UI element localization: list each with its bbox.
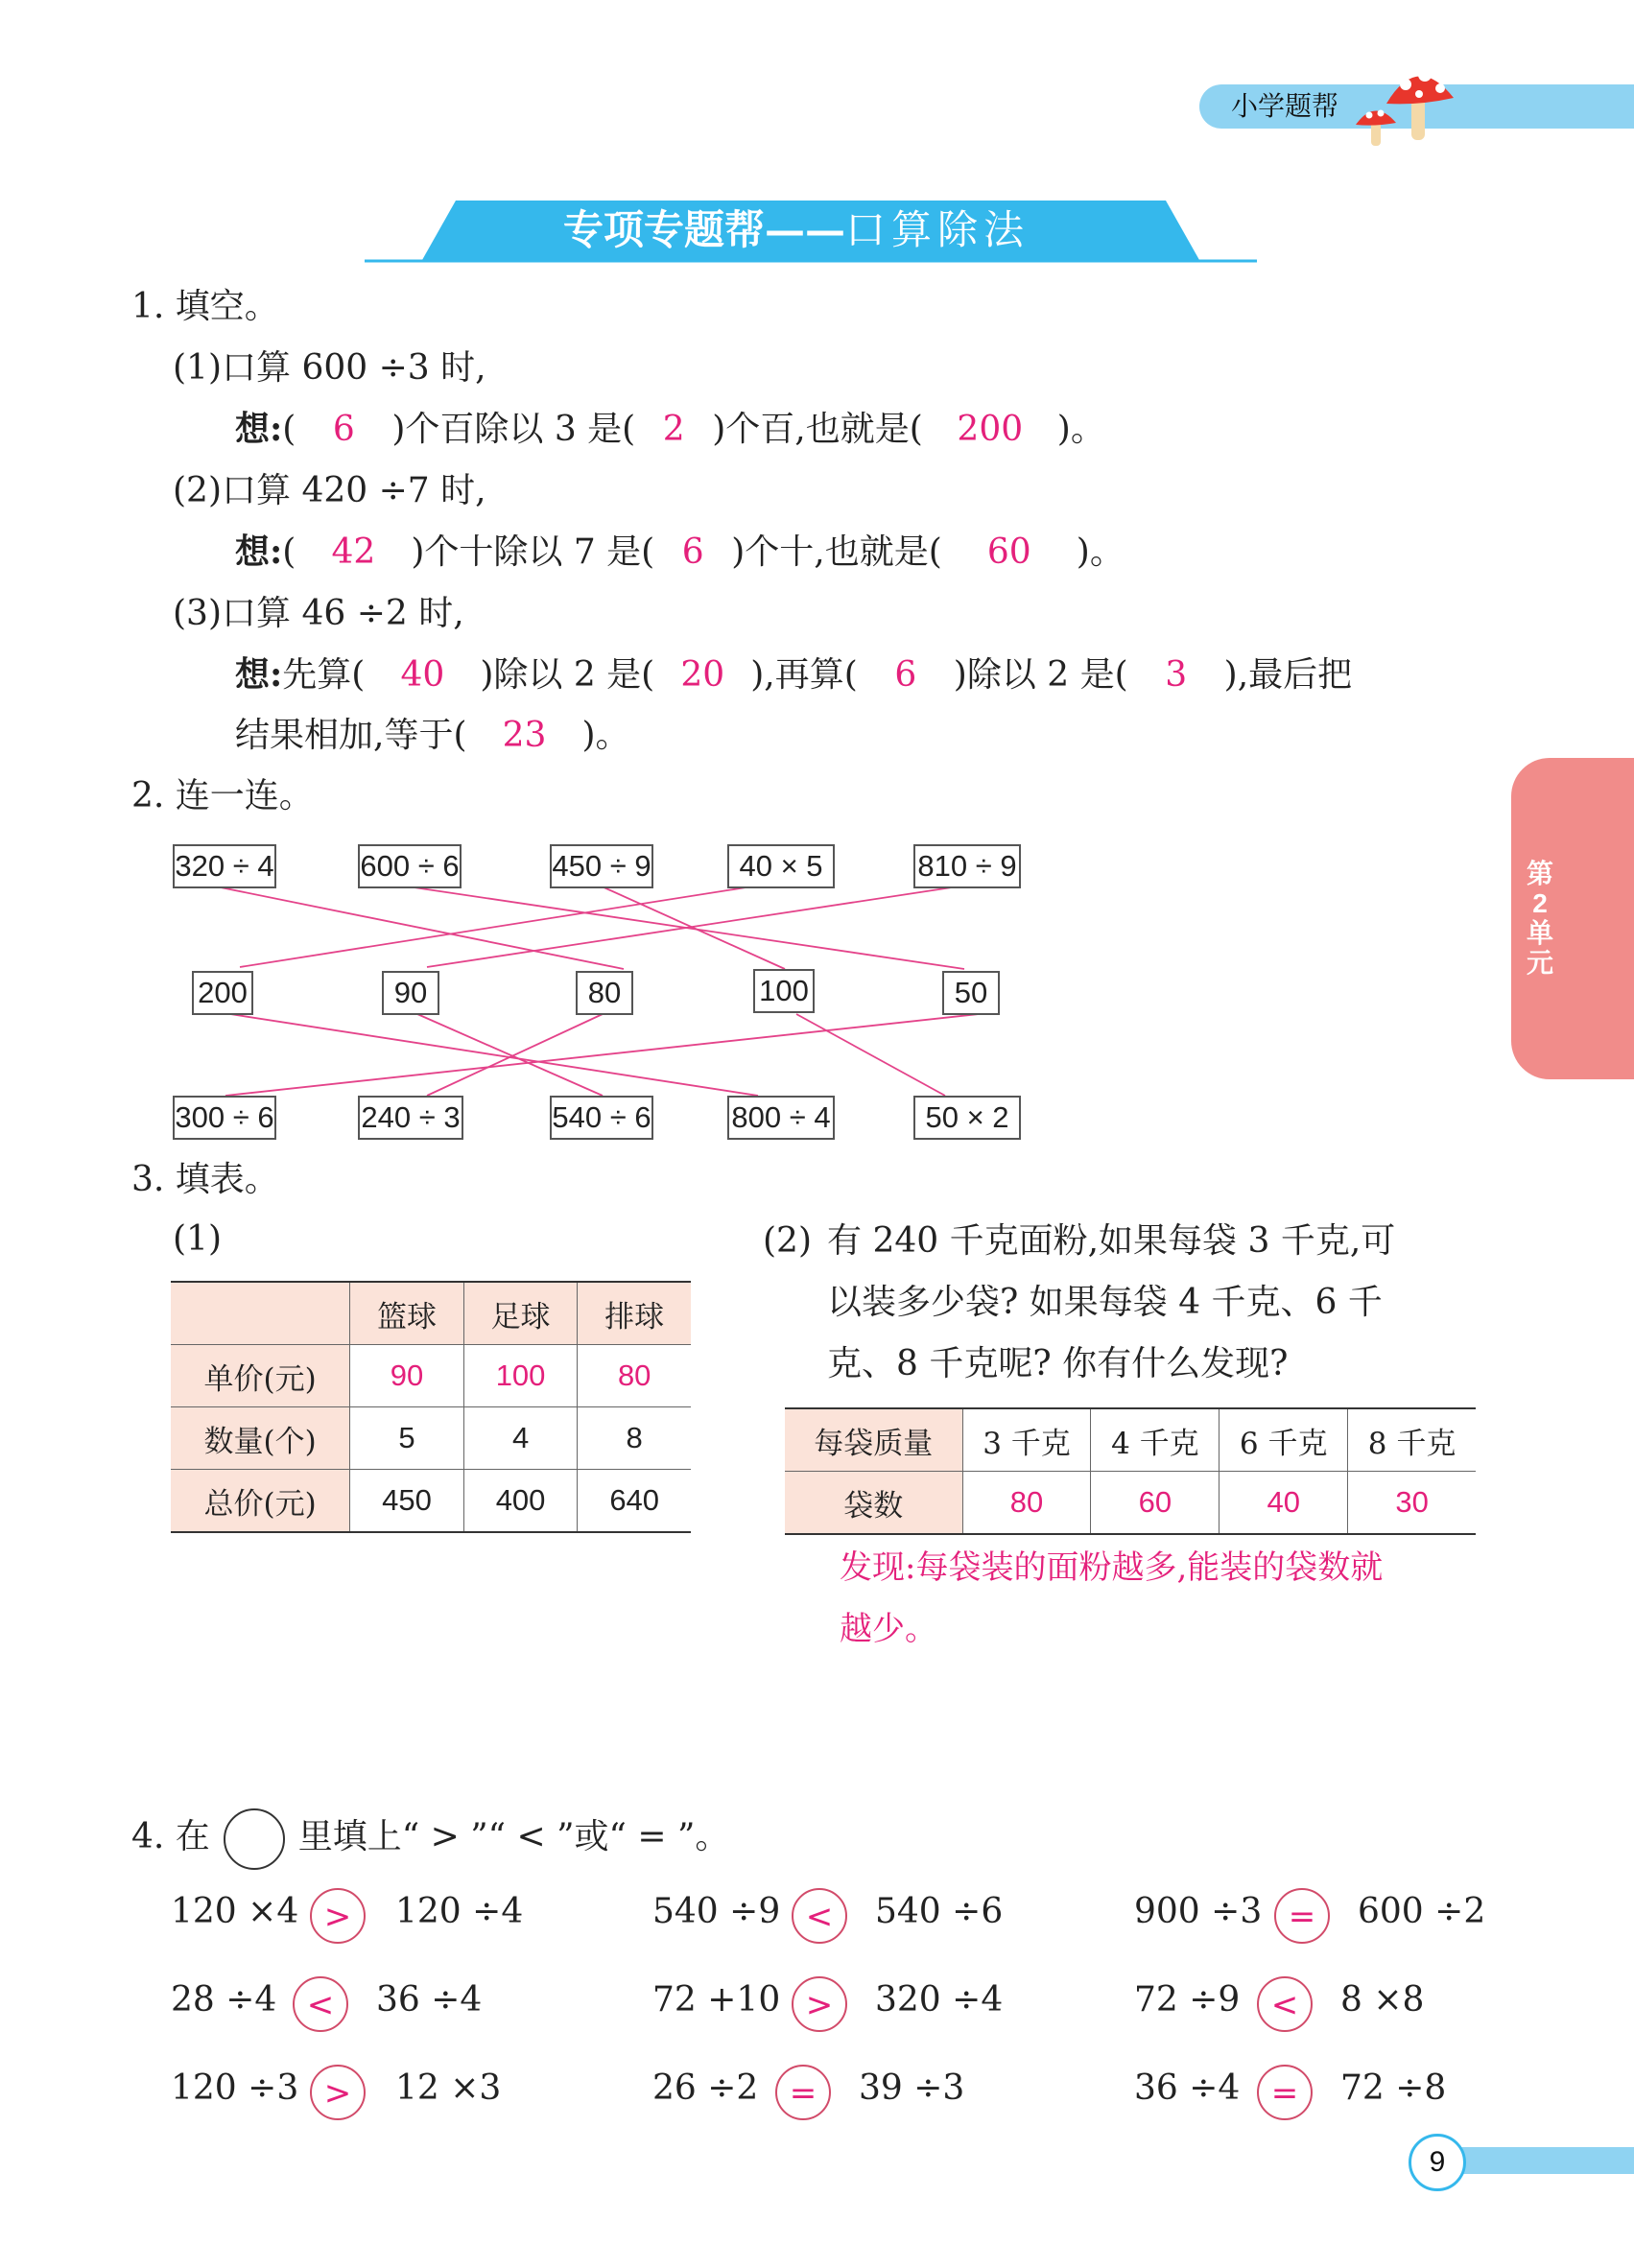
top-expr-box: 40 × 5 xyxy=(727,844,835,888)
mid-value-box: 200 xyxy=(192,971,253,1015)
table-cell: 90 xyxy=(350,1345,464,1407)
bottom-expr-box: 50 × 2 xyxy=(913,1096,1021,1140)
compare-right: 72 ÷8 xyxy=(1340,2068,1447,2108)
compare-left: 28 ÷4 xyxy=(171,1980,277,2020)
compare-left: 36 ÷4 xyxy=(1134,2068,1241,2108)
compare-left: 72 +10 xyxy=(652,1980,781,2020)
table-cell: 60 xyxy=(1091,1472,1220,1535)
table-cell: 80 xyxy=(962,1472,1091,1535)
top-expr-box: 810 ÷ 9 xyxy=(913,844,1021,888)
q1-p2-think: 想:( 42 )个十除以 7 是( 6 )个十,也就是( 60 )。 xyxy=(235,532,1125,572)
row-label: 数量(个) xyxy=(171,1407,350,1470)
q3-t1-label: (1) xyxy=(173,1219,222,1259)
q1-p1-think: 想:( 6 )个百除以 3 是( 2 )个百,也就是( 200 )。 xyxy=(235,409,1105,449)
table-cell: 640 xyxy=(578,1470,691,1533)
table-header: 6 千克 xyxy=(1220,1408,1348,1472)
blank-circle-icon xyxy=(224,1808,285,1870)
top-expr-box: 320 ÷ 4 xyxy=(173,844,276,888)
table-header xyxy=(171,1282,350,1345)
compare-right: 120 ÷4 xyxy=(395,1892,524,1931)
compare-sign: > xyxy=(792,1976,847,2032)
compare-sign: < xyxy=(1257,1976,1313,2032)
compare-right: 600 ÷2 xyxy=(1358,1892,1486,1931)
unit-tab-label: 第 2 单 元 xyxy=(1526,859,1553,978)
compare-right: 540 ÷6 xyxy=(875,1892,1004,1931)
page-number: 9 xyxy=(1409,2134,1466,2191)
ball-price-table xyxy=(171,1281,691,1533)
compare-left: 120 ×4 xyxy=(171,1892,299,1931)
compare-sign: = xyxy=(1274,1888,1330,1944)
row-label: 总价(元) xyxy=(171,1470,350,1533)
table-cell: 8 xyxy=(578,1407,691,1470)
flour-bag-table xyxy=(785,1407,1476,1535)
table-cell: 400 xyxy=(463,1470,578,1533)
table-header: 4 千克 xyxy=(1091,1408,1220,1472)
compare-sign: < xyxy=(792,1888,847,1944)
mid-value-box: 80 xyxy=(576,971,633,1015)
top-expr-box: 600 ÷ 6 xyxy=(358,844,462,888)
compare-left: 26 ÷2 xyxy=(652,2068,759,2108)
q1-p1-prompt: (1)口算 600 ÷3 时, xyxy=(173,348,486,388)
table-header: 排球 xyxy=(578,1282,691,1345)
q2-heading: 2. 连一连。 xyxy=(131,776,314,815)
compare-left: 120 ÷3 xyxy=(171,2068,299,2108)
compare-right: 39 ÷3 xyxy=(859,2068,965,2108)
table-cell: 450 xyxy=(350,1470,464,1533)
brand-label: 小学题帮 xyxy=(1231,91,1339,121)
q1-p2-prompt: (2)口算 420 ÷7 时, xyxy=(173,471,486,510)
table-cell: 30 xyxy=(1348,1472,1476,1535)
q1-p3-line2: 结果相加,等于( 23 )。 xyxy=(235,716,630,755)
compare-sign: > xyxy=(310,1888,366,1944)
mid-value-box: 50 xyxy=(942,971,1000,1015)
compare-right: 36 ÷4 xyxy=(376,1980,483,2020)
row-label: 袋数 xyxy=(785,1472,962,1535)
table-cell: 100 xyxy=(463,1345,578,1407)
q1-heading: 1. 填空。 xyxy=(131,287,279,326)
q3-t2-text: 以装多少袋? 如果每袋 4 千克、6 千 xyxy=(827,1283,1383,1322)
q1-p3-think: 想:先算( 40 )除以 2 是( 20 ),再算( 6 )除以 2 是( 3 ),最后把 xyxy=(235,654,1353,695)
table-header: 每袋质量 xyxy=(785,1408,962,1472)
mid-value-box: 90 xyxy=(382,971,439,1015)
table-header: 3 千克 xyxy=(962,1408,1091,1472)
table-header: 足球 xyxy=(463,1282,578,1345)
page-title: 专项专题帮——口算除法 xyxy=(562,206,1030,253)
compare-right: 8 ×8 xyxy=(1340,1980,1425,2020)
bottom-expr-box: 800 ÷ 4 xyxy=(727,1096,835,1140)
table-cell: 80 xyxy=(578,1345,691,1407)
q3-t2-label: (2) xyxy=(763,1221,812,1261)
compare-left: 72 ÷9 xyxy=(1134,1980,1241,2020)
q1-p3-prompt: (3)口算 46 ÷2 时, xyxy=(173,594,464,633)
q3-t2-text: 有 240 千克面粉,如果每袋 3 千克,可 xyxy=(827,1221,1396,1261)
table-header: 篮球 xyxy=(350,1282,464,1345)
q3-t2-text: 克、8 千克呢? 你有什么发现? xyxy=(827,1344,1289,1383)
q3-heading: 3. 填表。 xyxy=(131,1160,279,1199)
compare-sign: < xyxy=(293,1976,348,2032)
bottom-expr-box: 300 ÷ 6 xyxy=(173,1096,276,1140)
row-label: 单价(元) xyxy=(171,1345,350,1407)
top-expr-box: 450 ÷ 9 xyxy=(550,844,653,888)
compare-sign: = xyxy=(1257,2065,1313,2120)
bottom-expr-box: 240 ÷ 3 xyxy=(358,1096,463,1140)
compare-right: 320 ÷4 xyxy=(875,1980,1004,2020)
table-cell: 4 xyxy=(463,1407,578,1470)
compare-right: 12 ×3 xyxy=(395,2068,502,2108)
table-cell: 5 xyxy=(350,1407,464,1470)
finding-text: 发现:每袋装的面粉越多,能装的袋数就 xyxy=(840,1548,1384,1587)
q4-heading: 4. 在 里填上“ > ”“ < ”或“ = ”。 xyxy=(131,1808,729,1870)
compare-sign: > xyxy=(310,2065,366,2120)
finding-text: 越少。 xyxy=(840,1610,937,1648)
table-cell: 40 xyxy=(1220,1472,1348,1535)
bottom-expr-box: 540 ÷ 6 xyxy=(550,1096,653,1140)
table-header: 8 千克 xyxy=(1348,1408,1476,1472)
mid-value-box: 100 xyxy=(753,969,815,1013)
compare-left: 900 ÷3 xyxy=(1134,1892,1263,1931)
compare-left: 540 ÷9 xyxy=(652,1892,781,1931)
compare-sign: = xyxy=(775,2065,831,2120)
